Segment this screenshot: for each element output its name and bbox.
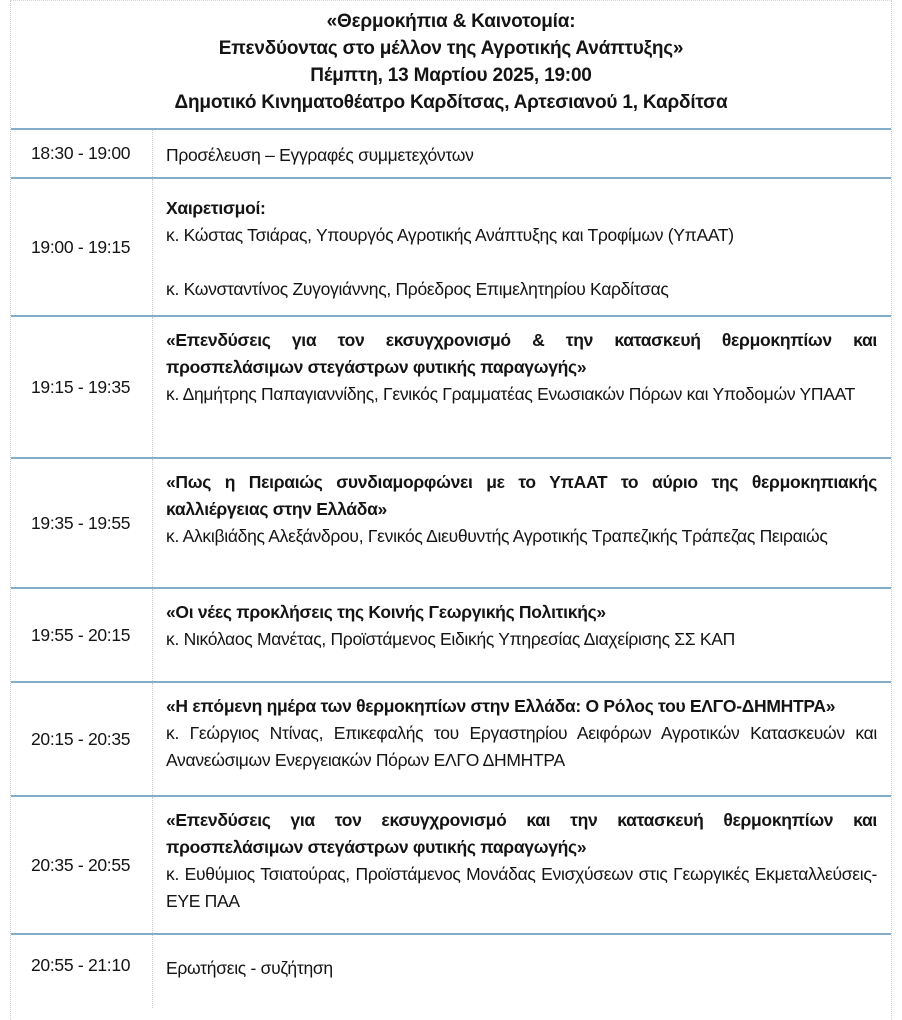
session-time: 19:15 - 19:35: [11, 317, 153, 457]
session-title: «Επενδύσεις για τον εκσυγχρονισμό και την κατασκευή θερμοκηπίων και προσπελάσιμων στεγάστρων φυτικής παραγωγής»: [166, 810, 877, 857]
event-title-line-1: «Θερμοκήπια & Καινοτομία:: [326, 11, 576, 32]
session-time: 20:55 - 21:10: [11, 935, 153, 1008]
session-content: [153, 130, 891, 177]
schedule-row: [11, 177, 891, 315]
session-title: «Η επόμενη ημέρα των θερμοκηπίων στην Ελλάδα: Ο Ρόλος του ΕΛΓΟ-ΔΗΜΗΤΡΑ»: [166, 696, 836, 716]
schedule-row: [11, 587, 891, 681]
event-header: [11, 1, 891, 128]
session-speaker: κ. Κωνσταντίνος Ζυγογιάννης, Πρόεδρος Επιμελητηρίου Καρδίτσας: [166, 279, 669, 299]
session-time: 19:35 - 19:55: [11, 459, 153, 587]
event-title-line-2: Επενδύοντας στο μέλλον της Αγροτικής Ανάπτυξης»: [218, 38, 684, 59]
session-content: [153, 935, 891, 1008]
event-venue: Δημοτικό Κινηματοθέατρο Καρδίτσας, Αρτεσιανού 1, Καρδίτσα: [174, 92, 728, 113]
session-speaker: κ. Δημήτρης Παπαγιαννίδης, Γενικός Γραμματέας Ενωσιακών Πόρων και Υποδομών ΥΠΑΑΤ: [166, 384, 856, 404]
session-title: «Οι νέες προκλήσεις της Κοινής Γεωργικής Πολιτικής»: [166, 602, 606, 622]
session-speaker: κ. Γεώργιος Ντίνας, Επικεφαλής του Εργαστηρίου Αειφόρων Αγροτικών Κατασκευών και Ανανεώσιμων Ενεργειακών Πόρων ΕΛΓΟ ΔΗΜΗΤΡΑ: [166, 723, 877, 770]
session-time: 19:00 - 19:15: [11, 179, 153, 315]
schedule-row: [11, 315, 891, 457]
session-content: [153, 683, 891, 795]
session-speaker: κ. Αλκιβιάδης Αλεξάνδρου, Γενικός Διευθυντής Αγροτικής Τραπεζικής Τράπεζας Πειραιώς: [166, 526, 828, 546]
session-speaker: κ. Κώστας Τσιάρας, Υπουργός Αγροτικής Ανάπτυξης και Τροφίμων (ΥπΑΑΤ): [166, 225, 734, 245]
session-title: Χαιρετισμοί:: [166, 198, 266, 218]
session-title: «Πως η Πειραιώς συνδιαμορφώνει με το ΥπΑΑΤ το αύριο της θερμοκηπιακής καλλιέργειας στην Ελλάδα»: [166, 472, 877, 519]
session-content: [153, 459, 891, 587]
session-time: 19:55 - 20:15: [11, 589, 153, 681]
event-date: Πέμπτη, 13 Μαρτίου 2025, 19:00: [310, 65, 592, 86]
schedule-row: [11, 933, 891, 1008]
session-speaker: κ. Ευθύμιος Τσιατούρας, Προϊστάμενος Μονάδας Ενισχύσεων στις Γεωργικές Εκμεταλλεύσεις- ΕΥΕ ΠΑΑ: [166, 864, 877, 911]
schedule-row: [11, 457, 891, 587]
session-time: 18:30 - 19:00: [11, 130, 153, 177]
schedule-row: [11, 795, 891, 933]
session-content: [153, 797, 891, 933]
schedule-row: [11, 128, 891, 177]
session-content: [153, 317, 891, 457]
agenda-document: [10, 0, 892, 1020]
session-title: «Επενδύσεις για τον εκσυγχρονισμό & την κατασκευή θερμοκηπίων και προσπελάσιμων στεγάστρων φυτικής παραγωγής»: [166, 330, 877, 377]
session-text: Προσέλευση – Εγγραφές συμμετεχόντων: [166, 145, 474, 165]
session-speaker: κ. Νικόλαος Μανέτας, Προϊστάμενος Ειδικής Υπηρεσίας Διαχείρισης ΣΣ ΚΑΠ: [166, 629, 735, 649]
session-text: Ερωτήσεις - συζήτηση: [166, 958, 333, 978]
schedule-row: [11, 681, 891, 795]
session-content: [153, 589, 891, 681]
session-content: [153, 179, 891, 315]
session-time: 20:35 - 20:55: [11, 797, 153, 933]
agenda-table: [11, 128, 891, 1008]
session-time: 20:15 - 20:35: [11, 683, 153, 795]
